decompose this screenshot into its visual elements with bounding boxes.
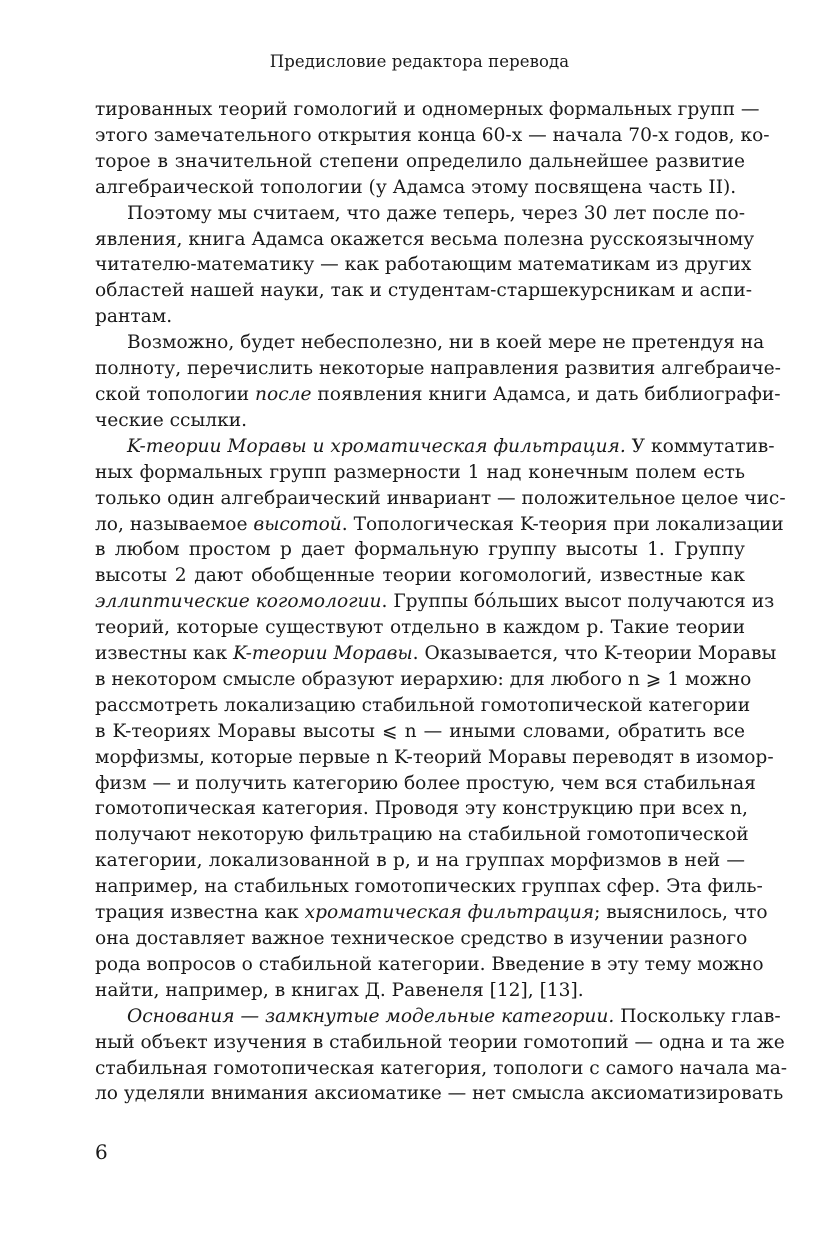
- text-run: областей нашей науки, так и студентам-старшекурсникам и аспи-: [95, 280, 753, 302]
- text-run: торое в значительной степени определило дальнейшее развитие: [95, 150, 745, 172]
- text-run: высоты 2 дают обобщенные теории когомологий, известные как: [95, 565, 745, 587]
- text-run: . Группы бо́льших высот получаются из: [381, 591, 775, 613]
- text-line: [95, 512, 784, 538]
- text-run: ; выяснилось, что: [594, 902, 768, 924]
- text-line: [95, 537, 745, 563]
- text-line: [95, 434, 775, 460]
- text-run: например, на стабильных гомотопических группах сфер. Эта филь-: [95, 876, 763, 898]
- italic-term: высотой: [253, 513, 342, 535]
- paragraph: [95, 97, 770, 201]
- text-run: рода вопросов о стабильной категории. Введение в эту тему можно: [95, 953, 764, 975]
- text-run: в любом простом p дает формальную группу высоты 1. Группу: [95, 539, 745, 561]
- text-run: Поскольку глав-: [614, 1005, 781, 1027]
- text-line: [95, 719, 745, 745]
- text-run: . Топологическая K-теория при локализации: [341, 513, 784, 535]
- italic-term: Основания — замкнутые модельные категории.: [127, 1005, 615, 1027]
- text-line: [95, 1030, 785, 1056]
- page-number: 6: [95, 1140, 108, 1164]
- text-run: ло, называемое: [95, 513, 254, 535]
- text-line: [95, 641, 777, 667]
- text-run: тированных теорий гомологий и одномерных формальных групп —: [95, 99, 760, 120]
- text-line: [95, 175, 745, 201]
- italic-term: после: [255, 383, 312, 405]
- text-line: [95, 382, 781, 408]
- text-run: читателю-математику — как работающим математикам из других: [95, 254, 752, 276]
- text-run: ской топологии: [95, 383, 256, 405]
- paragraph: [95, 1004, 788, 1108]
- text-line: [95, 771, 756, 797]
- text-run: ческие ссылки.: [95, 409, 248, 431]
- paragraph: [95, 201, 755, 331]
- body-text: [95, 97, 788, 1107]
- paragraph: [95, 434, 786, 1004]
- text-line: [95, 926, 748, 952]
- text-line: [95, 874, 763, 900]
- text-line: [95, 486, 786, 512]
- text-line: [95, 978, 745, 1004]
- text-run: категории, локализованной в p, и на группах морфизмов в ней —: [95, 850, 745, 872]
- text-run: стабильная гомотопическая категория, топологи с самого начала ма-: [95, 1057, 788, 1079]
- text-line: [95, 900, 768, 926]
- text-run: гомотопическая категория. Проводя эту конструкцию при всех n,: [95, 798, 748, 820]
- text-line: [95, 693, 751, 719]
- text-run: ных формальных групп размерности 1 над конечным полем есть: [95, 461, 745, 483]
- text-line: [95, 1056, 788, 1082]
- text-line: [95, 1004, 781, 1030]
- running-header: Предисловие редактора перевода: [269, 52, 570, 71]
- text-run: У коммутатив-: [625, 435, 775, 457]
- text-line: [95, 408, 745, 434]
- text-line: [95, 304, 745, 330]
- text-run: появления книги Адамса, и дать библиографи-: [311, 383, 781, 405]
- paragraph: [95, 330, 781, 434]
- text-line: [95, 356, 781, 382]
- text-run: в K-теориях Моравы высоты ⩽ n — иными словами, обратить все: [95, 720, 745, 742]
- text-run: ло уделяли внимания аксиоматике — нет смысла аксиоматизировать: [95, 1083, 784, 1105]
- text-line: [95, 201, 745, 227]
- text-run: полноту, перечислить некоторые направления развития алгебраиче-: [95, 358, 781, 380]
- text-run: найти, например, в книгах Д. Равенеля [12], [13].: [95, 979, 584, 1001]
- text-run: теорий, которые существуют отдельно в каждом p. Такие теории: [95, 617, 745, 639]
- text-run: трация известна как: [95, 902, 305, 924]
- text-run: известны как: [95, 643, 234, 665]
- text-run: алгебраической топологии (у Адамса этому посвящена часть II).: [95, 176, 737, 198]
- text-line: [95, 615, 745, 641]
- text-line: [95, 97, 760, 123]
- text-run: в некотором смысле образуют иерархию: для любого n ⩾ 1 можно: [95, 668, 752, 690]
- text-run: этого замечательного открытия конца 60-х — начала 70-х годов, ко-: [95, 124, 770, 146]
- italic-term: K-теории Моравы: [233, 643, 413, 665]
- text-line: [95, 667, 752, 693]
- text-run: явления, книга Адамса окажется весьма полезна русскоязычному: [95, 228, 755, 250]
- text-run: рассмотреть локализацию стабильной гомотопической категории: [95, 694, 751, 716]
- text-line: [95, 149, 745, 175]
- text-line: [95, 278, 753, 304]
- italic-term: эллиптические когомологии: [95, 591, 382, 613]
- text-line: [95, 330, 765, 356]
- text-line: [95, 796, 748, 822]
- text-run: только один алгебраический инвариант — положительное целое чис-: [95, 487, 786, 509]
- text-line: [95, 227, 755, 253]
- text-line: [95, 952, 764, 978]
- italic-term: хроматическая фильтрация: [304, 902, 595, 924]
- text-run: . Оказывается, что K-теории Моравы: [412, 643, 777, 665]
- text-line: [95, 460, 745, 486]
- text-run: рантам.: [95, 306, 173, 328]
- text-line: [95, 745, 774, 771]
- text-run: ный объект изучения в стабильной теории гомотопий — одна и та же: [95, 1031, 785, 1053]
- text-run: получают некоторую фильтрацию на стабильной гомотопической: [95, 824, 749, 846]
- text-line: [95, 1081, 784, 1107]
- text-run: Поэтому мы считаем, что даже теперь, через 30 лет после по-: [127, 202, 745, 224]
- text-line: [95, 589, 775, 615]
- italic-term: K-теории Моравы и хроматическая фильтрация.: [127, 435, 626, 457]
- text-run: она доставляет важное техническое средство в изучении разного: [95, 928, 748, 949]
- text-run: морфизмы, которые первые n K-теорий Моравы переводят в изомор-: [95, 746, 774, 768]
- text-line: [95, 848, 745, 874]
- text-line: [95, 563, 745, 589]
- text-run: Возможно, будет небесполезно, ни в коей мере не претендуя на: [127, 332, 765, 354]
- text-run: физм — и получить категорию более простую, чем вся стабильная: [95, 772, 756, 794]
- text-line: [95, 822, 749, 848]
- text-line: [95, 123, 770, 149]
- text-line: [95, 252, 752, 278]
